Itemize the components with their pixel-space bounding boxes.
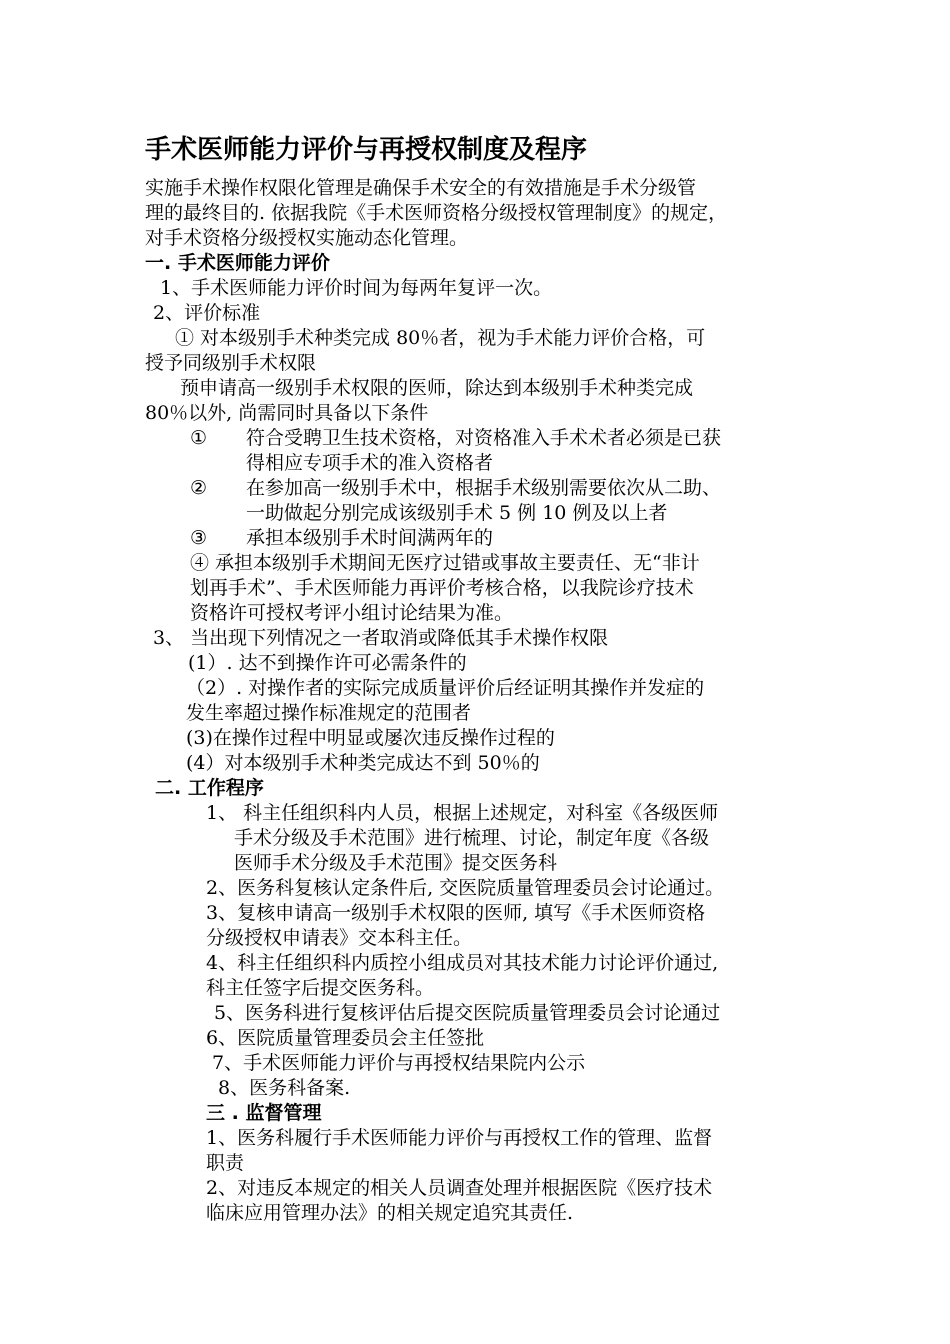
condition-line: 得相应专项手术的准入资格者 [246,452,494,474]
condition-marker: ② [190,477,208,499]
procedure-step: 4、科主任组织科内质控小组成员对其技术能力讨论评价通过, [206,952,719,974]
cancellation-line: (1）. 达不到操作许可必需条件的 [188,652,467,674]
procedure-step: 2、医务科复核认定条件后, 交医院质量管理委员会讨论通过。 [206,877,725,899]
evaluation-standard-label: 2、评价标准 [153,302,261,324]
procedure-step: 手术分级及手术范围》进行梳理、讨论，制定年度《各级 [234,827,710,849]
condition-marker: ③ [190,527,208,549]
condition-line: 划再手术”、手术医师能力再评价考核合格，以我院诊疗技术 [190,577,694,599]
intro-line: 实施手术操作权限化管理是确保手术安全的有效措施是手术分级管 [145,177,697,199]
procedure-step: 6、医院质量管理委员会主任签批 [206,1027,485,1049]
document-title: 手术医师能力评价与再授权制度及程序 [145,135,588,165]
section-heading-supervision: 三 . 监督管理 [206,1102,322,1124]
supervision-item: 职责 [206,1152,245,1174]
procedure-step: 3、复核申请高一级别手术权限的医师, 填写《手术医师资格 [206,902,706,924]
condition-line: 资格许可授权考评小组讨论结果为准。 [190,602,514,624]
procedure-step: 7、手术医师能力评价与再授权结果院内公示 [212,1052,586,1074]
condition-line: 一助做起分别完成该级别手术 5 例 10 例及以上者 [246,502,668,524]
supervision-item: 1、医务科履行手术医师能力评价与再授权工作的管理、监督 [206,1127,713,1149]
standard-line: 授予同级别手术权限 [145,352,317,374]
procedure-step: 分级授权申请表》交本科主任。 [206,927,473,949]
cancellation-line: （2）. 对操作者的实际完成质量评价后经证明其操作并发症的 [186,677,705,699]
procedure-step: 科主任签字后提交医务科。 [206,977,435,999]
supervision-item: 2、对违反本规定的相关人员调查处理并根据医院《医疗技术 [206,1177,713,1199]
intro-line: 理的最终目的. 依据我院《手术医师资格分级授权管理制度》的规定， [145,202,728,224]
cancellation-heading: 3、 当出现下列情况之一者取消或降低其手术操作权限 [153,627,609,649]
section-heading-procedure: 二. 工作程序 [155,777,264,799]
cancellation-line: (3)在操作过程中明显或屡次违反操作过程的 [186,727,555,749]
upgrade-requirement-line: 80％以外, 尚需同时具备以下条件 [145,402,429,424]
condition-line: ④ 承担本级别手术期间无医疗过错或事故主要责任、无“非计 [190,552,700,574]
cancellation-line: 发生率超过操作标准规定的范围者 [186,702,472,724]
supervision-item: 临床应用管理办法》的相关规定追究其责任. [206,1202,574,1224]
condition-line: 符合受聘卫生技术资格，对资格准入手术术者必须是已获 [246,427,722,449]
procedure-step: 1、 科主任组织科内人员，根据上述规定，对科室《各级医师 [206,802,719,824]
procedure-step: 8、医务科备案. [218,1077,351,1099]
cancellation-line: (4）对本级别手术种类完成达不到 50％的 [186,752,540,774]
evaluation-period: 1、手术医师能力评价时间为每两年复评一次。 [160,277,553,299]
procedure-step: 医师手术分级及手术范围》提交医务科 [234,852,558,874]
section-heading-evaluation: 一. 手术医师能力评价 [145,252,330,274]
intro-line: 对手术资格分级授权实施动态化管理。 [145,227,469,249]
standard-line: ① 对本级别手术种类完成 80％者，视为手术能力评价合格，可 [175,327,706,349]
upgrade-requirement-line: 预申请高一级别手术权限的医师，除达到本级别手术种类完成 [180,377,694,399]
procedure-step: 5、医务科进行复核评估后提交医院质量管理委员会讨论通过 [214,1002,721,1024]
condition-line: 在参加高一级别手术中，根据手术级别需要依次从二助、 [246,477,722,499]
condition-marker: ① [190,427,208,449]
condition-line: 承担本级别手术时间满两年的 [246,527,494,549]
